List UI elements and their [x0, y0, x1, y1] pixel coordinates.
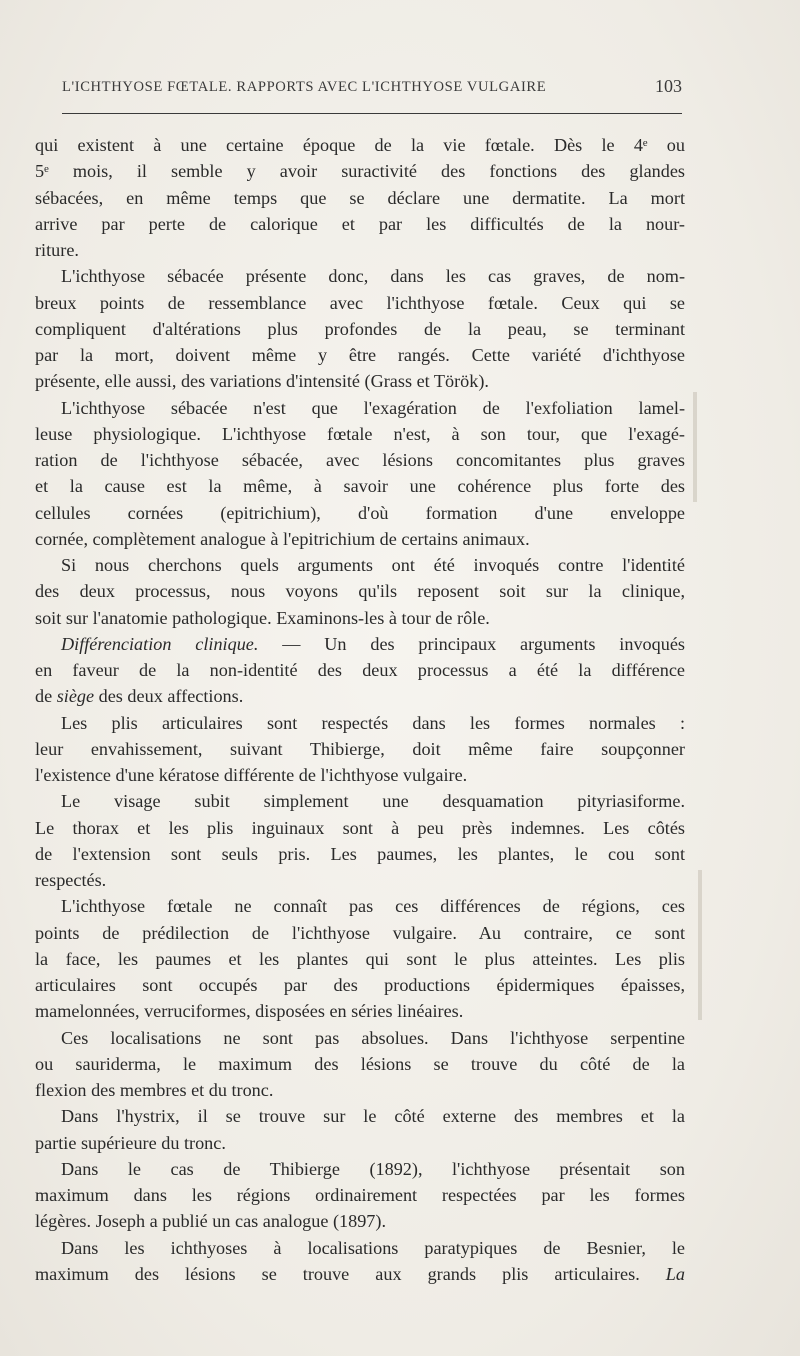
text-line [35, 998, 685, 1024]
text-line [35, 237, 685, 263]
text-run: Le thorax et les plis inguinaux sont à peu près indemnes. Les côtés [35, 817, 685, 838]
text-run: l'existence d'une kératose différente de l'ichthyose vulgaire. [35, 765, 468, 785]
text-line [35, 368, 685, 394]
text-run: leuse physiologique. L'ichthyose fœtale n'est, à son tour, que l'exagé- [35, 423, 685, 444]
body-text [35, 132, 685, 1287]
text-run: L'ichthyose fœtale ne connaît pas ces différences de régions, ces [61, 896, 685, 917]
text-run: mamelonnées, verruciformes, disposées en séries linéaires. [35, 1001, 464, 1022]
text-line [35, 395, 685, 421]
text-run: de [35, 686, 57, 707]
text-run: articulaires sont occupés par des productions épidermiques épaisses, [35, 975, 685, 995]
text-run: présente, elle aussi, des variations d'intensité (Grass et Török). [35, 371, 489, 392]
text-run: points de prédilection de l'ichthyose vulgaire. Au contraire, ce sont [35, 922, 685, 943]
text-line [35, 736, 685, 762]
running-head [62, 76, 682, 102]
text-run: qui existent à une certaine époque de la vie fœtale. Dès le 4ᵉ ou [35, 135, 685, 155]
text-run: par la mort, doivent même y être rangés. Cette variété d'ichthyose [35, 345, 685, 365]
text-line [35, 1156, 685, 1182]
text-line [35, 578, 685, 604]
margin-bleed-mark [693, 392, 697, 502]
text-run: — Un des principaux arguments invoqués [258, 633, 685, 654]
text-run: légères. Joseph a publié un cas analogue (1897). [35, 1211, 387, 1232]
text-line [35, 526, 685, 552]
text-line [35, 1182, 685, 1208]
text-line [35, 1235, 685, 1261]
header-rule [62, 113, 682, 114]
text-run: et la cause est la même, à savoir une cohérence plus forte des [35, 476, 685, 497]
text-line [35, 473, 685, 499]
text-line [35, 815, 685, 841]
text-line [35, 972, 685, 998]
text-line [35, 263, 685, 289]
text-line [35, 1051, 685, 1077]
text-run: des deux processus, nous voyons qu'ils reposent soit sur la clinique, [35, 581, 685, 602]
text-line [35, 1077, 685, 1103]
text-line [35, 290, 685, 316]
text-run: soit sur l'anatomie pathologique. Examinons-les à tour de rôle. [35, 607, 490, 628]
text-run: la face, les paumes et les plantes qui sont le plus atteintes. Les plis [35, 948, 685, 969]
text-run: leur envahissement, suivant Thibierge, doit même faire soupçonner [35, 738, 685, 759]
page-number: 103 [655, 76, 682, 96]
text-line [35, 762, 685, 788]
text-run: L'ichthyose sébacée présente donc, dans les cas graves, de nom- [61, 266, 685, 287]
text-line [35, 132, 685, 158]
text-run: compliquent d'altérations plus profondes de la peau, se terminant [35, 318, 685, 339]
text-run: respectés. [35, 870, 107, 890]
text-line [35, 631, 685, 657]
text-run: breux points de ressemblance avec l'ichthyose fœtale. Ceux qui se [35, 292, 685, 313]
text-run: 5ᵉ mois, il semble y avoir suractivité des fonctions des glandes [35, 161, 685, 182]
text-run: Dans les ichthyoses à localisations paratypiques de Besnier, le [61, 1237, 685, 1258]
text-run: flexion des membres et du tronc. [35, 1080, 274, 1100]
text-run: cornée, complètement analogue à l'epitrichium de certains animaux. [35, 528, 530, 549]
text-line [35, 500, 685, 526]
text-line [35, 605, 685, 631]
margin-bleed-mark [698, 870, 702, 1020]
text-line [35, 788, 685, 814]
text-line [35, 710, 685, 736]
text-line [35, 1208, 685, 1234]
text-run: Le visage subit simplement une desquamation pityriasiforme. [61, 791, 685, 812]
running-title: L'ICHTHYOSE FŒTALE. RAPPORTS AVEC L'ICHTHYOSE VULGAIRE [62, 79, 547, 95]
text-line [35, 1103, 685, 1129]
text-line [35, 211, 685, 237]
text-line [35, 946, 685, 972]
text-run: ration de l'ichthyose sébacée, avec lésions concomitantes plus graves [35, 450, 685, 470]
text-run: riture. [35, 240, 79, 260]
text-line [35, 683, 685, 709]
text-run: ou sauriderma, le maximum des lésions se trouve du côté de la [35, 1053, 685, 1074]
text-run: cellules cornées (epitrichium), d'où formation d'une enveloppe [35, 502, 685, 523]
text-run: de l'extension sont seuls pris. Les paumes, les plantes, le cou sont [35, 843, 685, 864]
text-line [35, 447, 685, 473]
text-line [35, 342, 685, 368]
text-line [35, 867, 685, 893]
text-run: en faveur de la non-identité des deux processus a été la différence [35, 660, 685, 680]
text-line [35, 893, 685, 919]
text-line [35, 841, 685, 867]
text-run: Dans le cas de Thibierge (1892), l'ichthyose présentait son [61, 1158, 685, 1179]
italic-run: La [665, 1263, 685, 1284]
text-run: L'ichthyose sébacée n'est que l'exagération de l'exfoliation lamel- [61, 397, 685, 418]
text-run: Les plis articulaires sont respectés dans les formes normales : [61, 712, 685, 733]
text-run: maximum dans les régions ordinairement respectées par les formes [35, 1185, 685, 1205]
text-run: Dans l'hystrix, il se trouve sur le côté externe des membres et la [61, 1106, 685, 1127]
text-run: Ces localisations ne sont pas absolues. Dans l'ichthyose serpentine [61, 1027, 685, 1048]
text-run: Si nous cherchons quels arguments ont été invoqués contre l'identité [61, 555, 685, 575]
text-line [35, 1025, 685, 1051]
text-line [35, 552, 685, 578]
text-line [35, 1130, 685, 1156]
text-run: sébacées, en même temps que se déclare une dermatite. La mort [35, 187, 685, 208]
text-run: arrive par perte de calorique et par les difficultés de la nour- [35, 213, 685, 234]
text-run: des deux affections. [94, 686, 244, 707]
text-run: partie supérieure du tronc. [35, 1132, 226, 1153]
text-line [35, 185, 685, 211]
italic-run: Différenciation clinique. [61, 633, 259, 654]
text-line [35, 1261, 685, 1287]
text-run: maximum des lésions se trouve aux grands plis articulaires. [35, 1263, 666, 1284]
text-line [35, 316, 685, 342]
text-line [35, 421, 685, 447]
text-line [35, 920, 685, 946]
text-line [35, 657, 685, 683]
italic-run: siège [56, 686, 95, 707]
text-line [35, 158, 685, 184]
